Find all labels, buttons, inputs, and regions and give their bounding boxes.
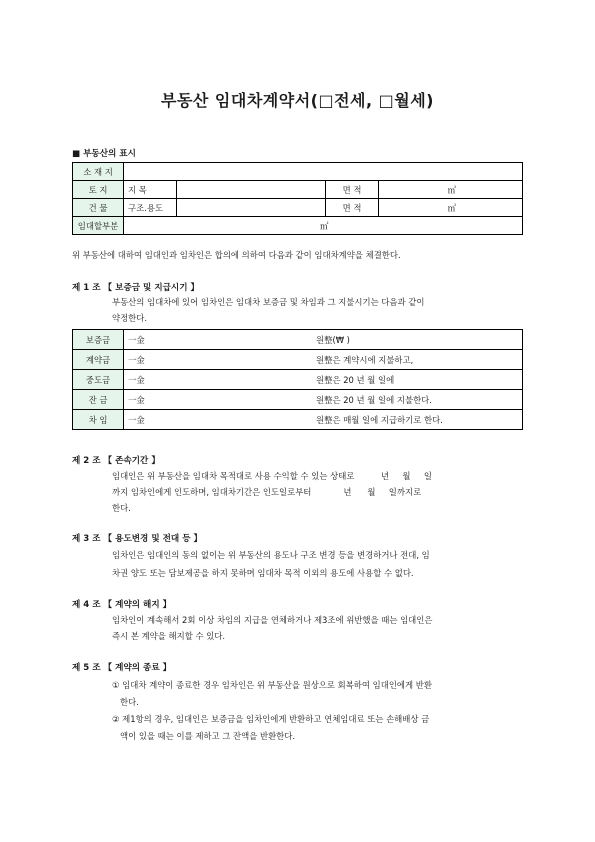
payment-label: 보증금 — [73, 330, 124, 350]
article-3-line: 차권 양도 또는 담보제공을 하지 못하며 임대차 목적 이외의 용도에 사용할 수 없다. — [112, 568, 414, 578]
article-5-line: 한다. — [112, 697, 139, 707]
payment-note: 원整은 20 년 월 일에 지불한다. — [312, 390, 523, 410]
land-area-label: 면 적 — [326, 181, 379, 199]
payment-amount: 一金 — [124, 390, 313, 410]
article-2-line: 한다. — [112, 503, 131, 513]
article-4-line: 즉시 본 계약을 해지할 수 있다. — [112, 631, 226, 641]
table-row — [73, 181, 523, 199]
article-5-line: ② 제1항의 경우, 임대인은 보증금을 임차인에게 반환하고 연체임대료 또는 손해배상 금 — [112, 714, 430, 724]
article-2-heading: 제 2 조 【 존속기간 】 — [72, 456, 160, 466]
table-row — [73, 410, 523, 430]
article-2-line: 까지 임차인에게 인도하며, 임대차기간은 인도일로부터 년 월 일까지로 — [112, 487, 422, 497]
article-5-line: ① 임대차 계약이 종료한 경우 임차인은 위 부동산을 원상으로 회복하여 임대인에게 반환 — [112, 680, 432, 690]
payment-label: 중도금 — [73, 370, 124, 390]
payment-note: 원整은 20 년 월 일에 — [312, 370, 523, 390]
payment-amount: 一金 — [124, 350, 313, 370]
payment-note: 원整(₩ ) — [312, 330, 523, 350]
payment-label: 계약금 — [73, 350, 124, 370]
building-area-label: 면 적 — [326, 199, 379, 217]
rental-part-label: 임대할부분 — [73, 217, 124, 235]
table-row — [73, 163, 523, 181]
building-area-unit: ㎡ — [379, 199, 523, 217]
payment-label: 잔 금 — [73, 390, 124, 410]
rental-part-unit: ㎡ — [124, 217, 523, 235]
article-3-heading: 제 3 조 【 용도변경 및 전대 등 】 — [72, 534, 203, 544]
table-row — [73, 217, 523, 235]
land-category-label: 지 목 — [124, 181, 177, 199]
article-1-heading: 제 1 조 【 보증금 및 지급시기 】 — [72, 283, 200, 293]
land-label: 토 지 — [73, 181, 124, 199]
property-table — [72, 162, 523, 235]
table-row — [73, 199, 523, 217]
article-1-line: 약정한다. — [112, 313, 148, 323]
payment-label: 차 임 — [73, 410, 124, 430]
land-category-value-cell[interactable] — [177, 181, 326, 199]
article-5-line: 액이 있을 때는 이를 제하고 그 잔액을 반환한다. — [112, 731, 295, 741]
article-5-heading: 제 5 조 【 계약의 종료 】 — [72, 663, 172, 673]
location-value-cell[interactable] — [124, 163, 523, 181]
structure-use-label: 구조.용도 — [124, 199, 177, 217]
building-label: 건 물 — [73, 199, 124, 217]
payment-amount: 一金 — [124, 370, 313, 390]
payment-amount: 一金 — [124, 410, 313, 430]
agreement-line: 위 부동산에 대하여 임대인과 임차인은 합의에 의하여 다음과 같이 임대차계약을 체결한다. — [72, 250, 401, 260]
article-2-line: 임대인은 위 부동산을 임대차 목적대로 사용 수익할 수 있는 상태로 년 월 일 — [112, 471, 432, 481]
article-4-line: 임차인이 계속해서 2회 이상 차임의 지급을 연체하거나 제3조에 위반했을 때는 임대인은 — [112, 615, 433, 625]
article-3-line: 임차인은 임대인의 동의 없이는 위 부동산의 용도나 구조 변경 등을 변경하거나 전대, 임 — [112, 550, 430, 560]
payment-amount: 一金 — [124, 330, 313, 350]
table-row — [73, 370, 523, 390]
land-area-unit: ㎡ — [379, 181, 523, 199]
document-title: 부동산 임대차계약서(□전세, □월세) — [160, 91, 434, 110]
payment-note: 원整은 계약시에 지불하고, — [312, 350, 523, 370]
payment-table — [72, 329, 523, 430]
location-label: 소 재 지 — [73, 163, 124, 181]
structure-use-value-cell[interactable] — [177, 199, 326, 217]
table-row — [73, 390, 523, 410]
table-row — [73, 350, 523, 370]
property-section-heading: ■ 부동산의 표시 — [72, 149, 136, 159]
table-row — [73, 330, 523, 350]
article-4-heading: 제 4 조 【 계약의 해지 】 — [72, 600, 172, 610]
payment-note: 원整은 매월 일에 지급하기로 한다. — [312, 410, 523, 430]
article-1-line: 부동산의 임대차에 있어 임차인은 임대차 보증금 및 차임과 그 지불시기는 다음과 같이 — [112, 297, 425, 307]
